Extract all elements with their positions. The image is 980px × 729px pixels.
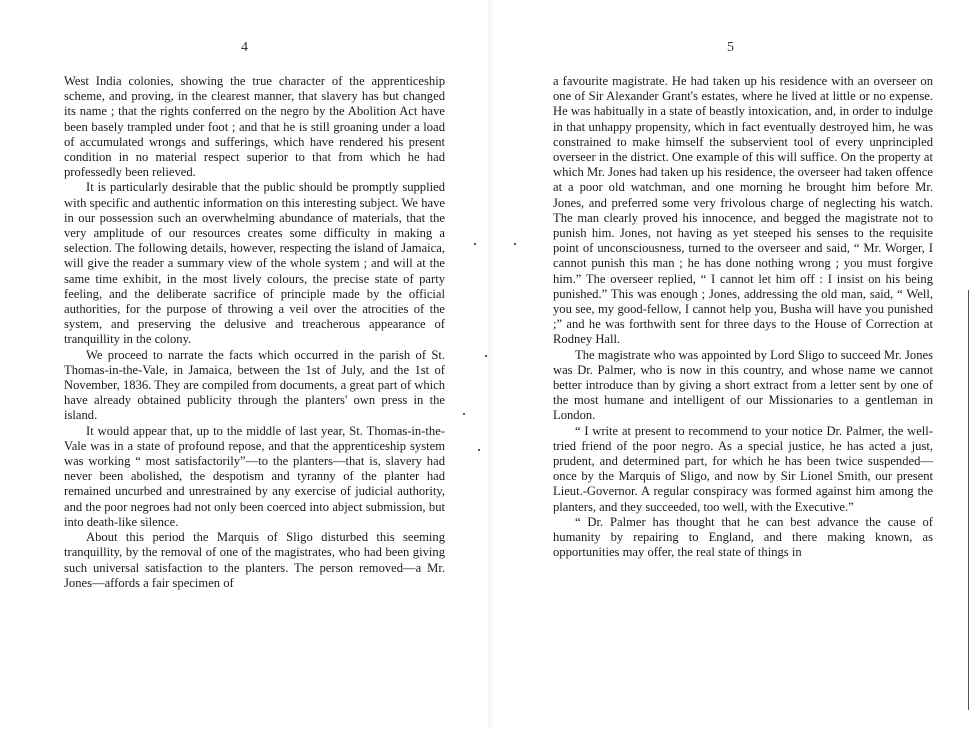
left-paragraph-2: It is particularly desirable that the public should be promptly supplied with specific and authentic information on this interesting subject. We have in our possession such an overwhelming abundance of materials, that the very amplitude of our resources creates some difficulty in making a selection. The following details, however, respecting the island of Jamaica, will give the reader a summary view of the whole system ; and will at the same time exhibit, in the most lively colours, the precise state of party feeling, and the deliberate sacrifice of principle made by the official authorities, for the purpose of throwing a veil over the atrocities of the system, and preserving the delusive and treacherous appearance of tranquillity in the colony.	[64, 180, 445, 347]
ink-speck	[478, 449, 480, 451]
left-paragraph-3: We proceed to narrate the facts which occurred in the parish of St. Thomas-in-the-Vale, in Jamaica, between the 1st of July, and the 1st of November, 1836. They are compiled from documents, a great part of which have already obtained publicity through the planters' own press in the island.	[64, 347, 445, 423]
right-paragraph-3: “ I write at present to recommend to your notice Dr. Palmer, the well-tried friend of the poor negro. As a special justice, he has acted a just, prudent, and determined part, for which he has been twice suspended—once by the Marquis of Sligo, and now by Sir Lionel Smith, our present Lieut.-Governor. A regular conspiracy was formed against him among the planters, and they succeeded, too well, with the Executive.”	[553, 423, 933, 514]
left-paragraph-1: West India colonies, showing the true character of the apprenticeship scheme, and proving, in the clearest manner, that slavery has but changed its name ; that the rights conferred on the negro by the Abolition Act have been basely trampled under foot ; and that he is still groaning under a load of accumulated wrongs and sufferings, which have rendered his present condition in no material respect superior to that from which he had professedly been relieved.	[64, 74, 445, 180]
left-paragraph-4: It would appear that, up to the middle of last year, St. Thomas-in-the-Vale was in a state of profound repose, and that the apprenticeship system was working “ most satisfactorily”—to the planters—that is, slavery had never been abolished, the despotism and tyranny of the planter had remained uncurbed and unrestrained by any exercise of judicial authority, and the poor negroes had not only been coerced into abject submission, but into death-like silence.	[64, 423, 445, 529]
page-number-right: 5	[727, 40, 734, 55]
right-paragraph-4: “ Dr. Palmer has thought that he can best advance the cause of humanity by repairing to England, and there making known, as opportunities may offer, the real state of things in	[553, 514, 933, 560]
ink-speck	[485, 355, 487, 357]
left-paragraph-5: About this period the Marquis of Sligo disturbed this seeming tranquillity, by the removal of one of the magistrates, who had been giving such universal satisfaction to the planters. The person removed—a Mr. Jones—affords a fair specimen of	[64, 530, 445, 590]
right-text-column	[553, 74, 933, 561]
page-edge-line	[968, 290, 969, 710]
right-paragraph-1: a favourite magistrate. He had taken up his residence with an overseer on one of Sir Alexander Grant's estates, where he lived at little or no expense. He was habitually in a state of beastly intoxication, and, in order to indulge in that unhappy propensity, which in fact eventually destroyed him, he was constrained to make himself the subservient tool of every unprincipled overseer in the district. One example of this will suffice. On the property at which Mr. Jones had taken up his residence, the overseer had taken offence at a poor old watchman, and one morning he brought him before Mr. Jones, and preferred some very frivolous charge of neglecting his watch. The man clearly proved his innocence, and begged the magistrate not to punish him. Jones, not having as yet steeped his senses to the requisite point of unconsciousness, turned to the overseer and said, “ Mr. Worger, I cannot punish this man ; he has done nothing wrong ; you must forgive him.” The overseer replied, “ I cannot let him off : I insist on his being punished.” This was enough ; Jones, addressing the old man, said, “ Well, you see, my good-fellow, I cannot help you, Busha will have you punished ;” and he was forthwith sent for three days to the House of Correction at Rodney Hall.	[553, 74, 933, 347]
right-paragraph-2: The magistrate who was appointed by Lord Sligo to succeed Mr. Jones was Dr. Palmer, who is now in this country, and whose name we cannot better introduce than by giving a short extract from a letter sent by one of the most humane and intelligent of our Missionaries to a gentleman in London.	[553, 347, 933, 423]
right-page	[490, 0, 980, 729]
ink-speck	[463, 413, 465, 415]
ink-speck	[474, 243, 476, 245]
left-text-column	[64, 74, 445, 591]
page-number-left: 4	[241, 40, 248, 55]
